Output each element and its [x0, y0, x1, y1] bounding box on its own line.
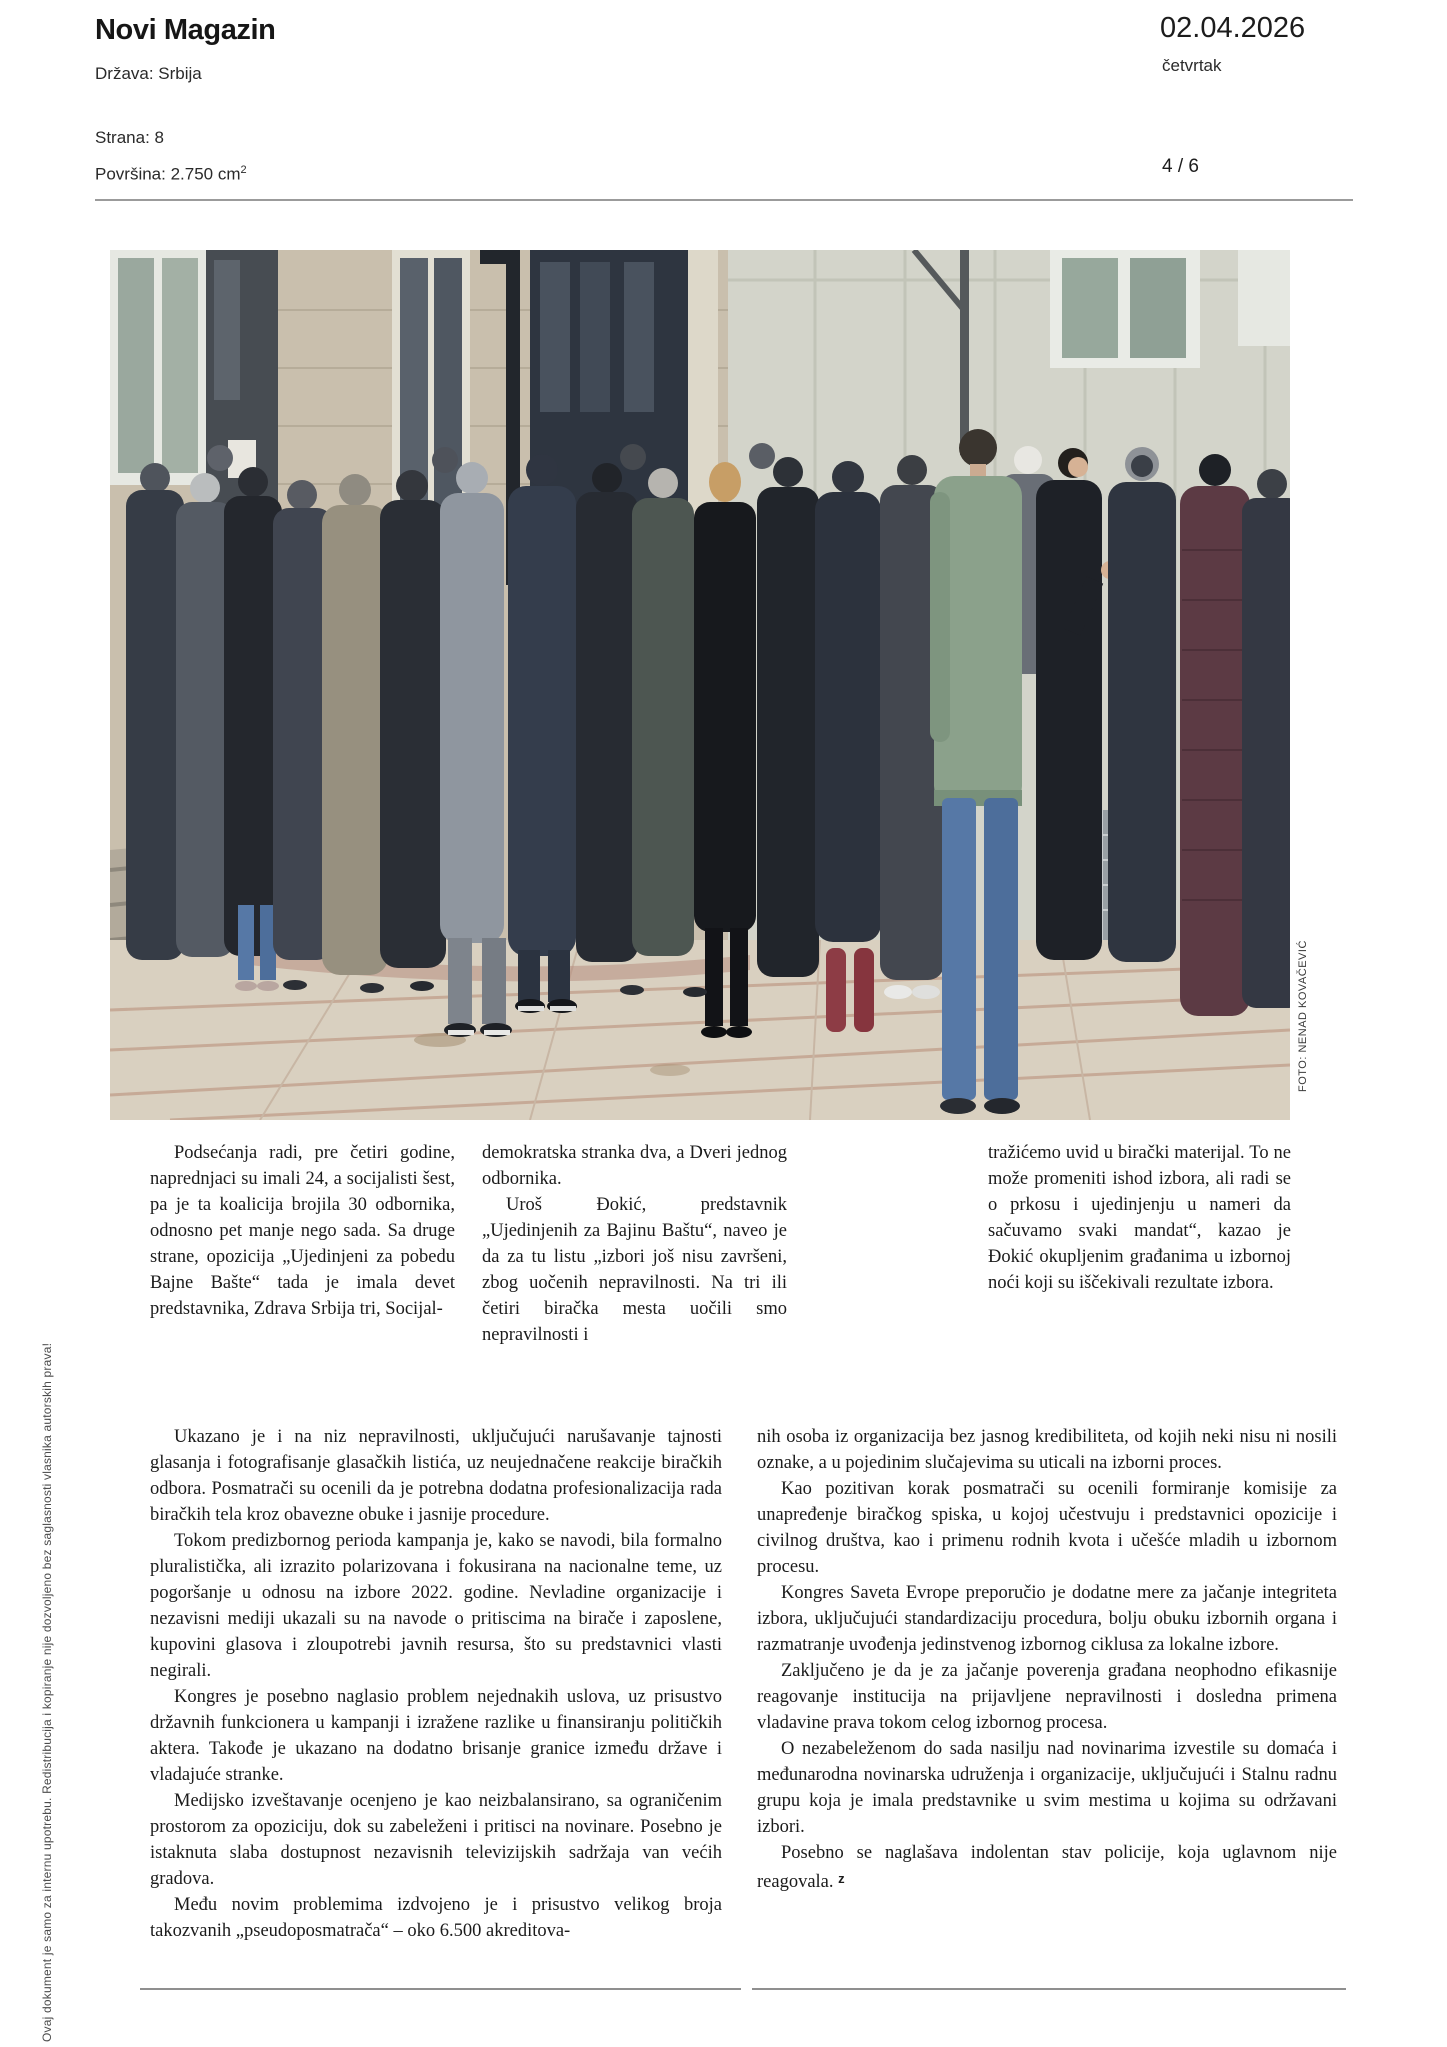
paragraph-text: Posebno se naglašava indolentan stav policije, koja uglavnom nije reagovala. [757, 1843, 1337, 1892]
article-column-2 [482, 1140, 787, 1348]
article-photo [110, 250, 1290, 1120]
paragraph-with-end-mark [757, 1840, 1337, 1895]
paragraph: Kongres je posebno naglasio problem nejednakih uslova, uz prisustvo državnih funkcionera u kampanji i izražene razlike u finansiranju političkih aktera. Takođe je ukazano na dodatno brisanje granice između države i vladajuće stranke. [150, 1687, 722, 1785]
clipping-weekday: četvrtak [1162, 56, 1222, 75]
article-column-1 [150, 1140, 455, 1322]
paragraph: Kongres Saveta Evrope preporučio je dodatne mere za jačanje integriteta izbora, uključujući standardizaciju procedura, bolju obuku izbornih organa i razmatranje uvođenja jedinstvenog izbornog ciklusa za lokalne izbore. [757, 1583, 1337, 1655]
paragraph: Među novim problemima izdvojeno je i prisustvo velikog broja takozvanih „pseudoposmatrača“ – oko 6.500 akreditova- [150, 1895, 722, 1941]
paragraph: Podsećanja radi, pre četiri godine, naprednjaci su imali 24, a socijalisti šest, pa je ta koalicija brojila 30 odbornika, odnosno pet manje nego sada. Sa druge strane, opozicija „Ujedinjeni za pobedu Bajne Bašte“ tada je imala devet predstavnika, Zdrava Srbija tri, Socijal- [150, 1143, 455, 1319]
photo-credit: FOTO: NENAD KOVAČEVIĆ [1297, 940, 1309, 1092]
clipping-date: 02.04.2026 [1160, 12, 1306, 44]
article-bottom-left-column [150, 1424, 722, 1944]
header-divider [95, 199, 1353, 201]
article-end-mark: z [838, 1871, 845, 1886]
publication-title: Novi Magazin [95, 14, 276, 46]
paragraph: Uroš Đokić, predstavnik „Ujedinjenih za Bajinu Baštu“, naveo je da za tu listu „izbori još nisu završeni, zbog uočenih nepravilnosti. Na tri ili četiri biračka mesta uočili smo nepravilnosti i [482, 1195, 787, 1345]
paragraph: O nezabeleženom do sada nasilju nad novinarima izvestile su domaća i međunarodna novinarska udruženja i organizacije, uključujući i Stalnu radnu grupu koja je imala predstavnike u svim mestima u kojima su održavani izbori. [757, 1739, 1337, 1837]
article-bottom-right-column [757, 1424, 1337, 1895]
pagination-indicator: 4 / 6 [1162, 156, 1199, 177]
paragraph: tražićemo uvid u birački materijal. To ne može promeniti ishod izbora, ali radi se o prkosu i ujedinjenju u nameri da sačuvamo svaki mandat“, kazao je Đokić okupljenim građanima u izbornoj noći koji su iščekivali rezultate izbora. [988, 1143, 1291, 1293]
page-number-label: Strana: 8 [95, 128, 164, 147]
article-column-3 [988, 1140, 1291, 1296]
area-superscript: 2 [240, 164, 247, 176]
country-label: Država: Srbija [95, 64, 202, 83]
paragraph: nih osoba iz organizacija bez jasnog kredibiliteta, od kojih neki nisu ni nosili oznake, a u pojedinim slučajevima su uticali na izborni proces. [757, 1427, 1337, 1473]
copyright-watermark: Ovaj dokument je samo za internu upotrebu. Redistribucija i kopiranje nije dozvoljeno bez saglasnosti vlasnika autorskih prava! [40, 1342, 54, 2042]
area-text: Površina: 2.750 cm [95, 164, 241, 184]
right-column-bottom-rule [752, 1988, 1346, 1990]
photo-illustration [110, 250, 1290, 1120]
paragraph: Zaključeno je da je za jačanje poverenja građana neophodno efikasnije reagovanje institucija na prijavljene nepravilnosti i dosledna primena vladavine prava tokom celog izbornog procesa. [757, 1661, 1337, 1733]
paragraph: Tokom predizbornog perioda kampanja je, kako se navodi, bila formalno pluralistička, ali izrazito polarizovana i fokusirana na nacionalne teme, uz pogoršanje u odnosu na izbore 2022. godine. Nevladine organizacije i nezavisni mediji ukazali su na navode o pritiscima na birače i zaposlene, kupovini glasova i zloupotrebi javnih resursa, što su predstavnici vlasti negirali. [150, 1531, 722, 1681]
paragraph: Medijsko izveštavanje ocenjeno je kao neizbalansirano, sa ograničenim prostorom za opoziciju, dok su zabeleženi i pritisci na novinare. Posebno je istaknuta slaba dostupnost nezavisnih televizijskih sadržaja van većih gradova. [150, 1791, 722, 1889]
paragraph: Kao pozitivan korak posmatrači su ocenili formiranje komisije za unapređenje biračkog spiska, u kojoj učestvuju i predstavnici opozicije i civilnog društva, kao i primenu rodnih kvota i učešće mladih u izbornom procesu. [757, 1479, 1337, 1577]
area-label [95, 164, 247, 185]
paragraph: demokratska stranka dva, a Dveri jednog odbornika. [482, 1143, 787, 1189]
left-column-bottom-rule [140, 1988, 741, 1990]
paragraph: Ukazano je i na niz nepravilnosti, uključujući narušavanje tajnosti glasanja i fotografisanje glasačkih listića, uz neujednačene reakcije biračkih odbora. Posmatrači su ocenili da je potrebna dodatna profesionalizacija rada biračkih tela kroz obavezne obuke i jasnije procedure. [150, 1427, 722, 1525]
